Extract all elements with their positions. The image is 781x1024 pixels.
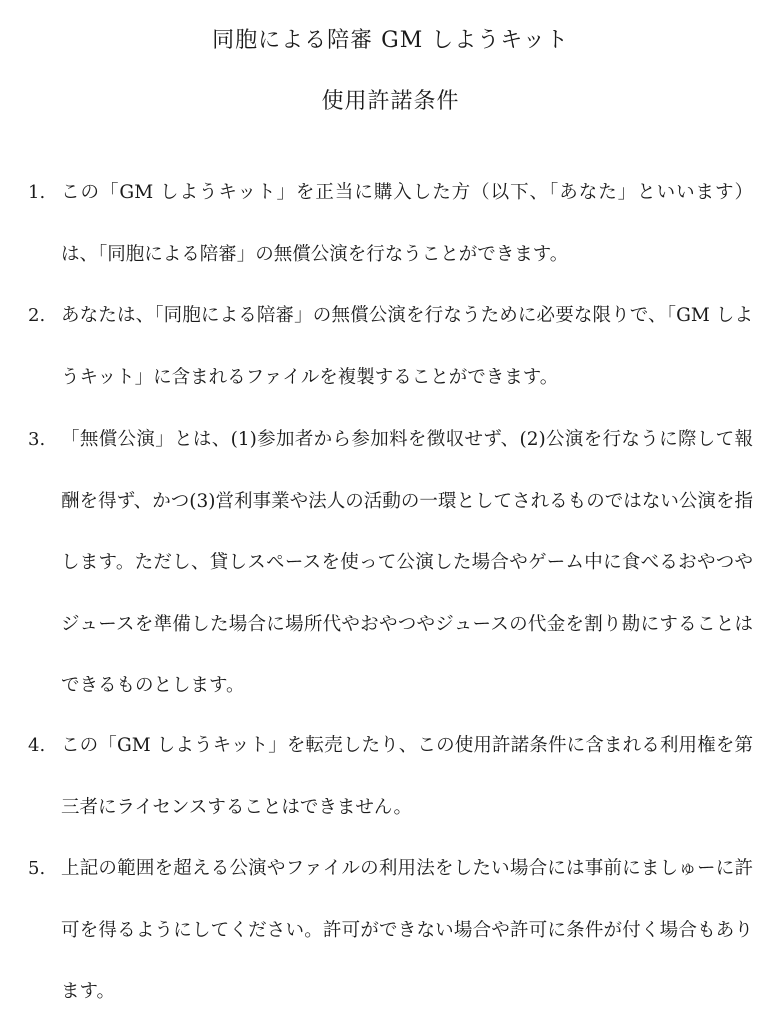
term-text-5: 上記の範囲を超える公演やファイルの利用法をしたい場合には事前にましゅーに許可を得るようにしてください。許可ができない場合や許可に条件が付く場合もあります。 — [61, 858, 753, 1002]
document-title: 同胞による陪審 GM しようキット — [212, 28, 569, 53]
term-text-3: 「無償公演」とは、(1)参加者から参加料を徴収せず、(2)公演を行なうに際して報酬を得ず、かつ(3)営利事業や法人の活動の一環としてされるものではない公演を指します。ただし、貸しスペースを使って公演した場合やゲーム中に食べるおやつやジュースを準備した場合に場所代やおやつやジュースの代金を割り勘にすることはできるものとします。 — [61, 429, 753, 696]
term-number-1: 1. — [28, 182, 46, 203]
term-text-2: あなたは、「同胞による陪審」の無償公演を行なうために必要な限りで、「GM しようキット」に含まれるファイルを複製することができます。 — [61, 305, 753, 388]
document-subtitle: 使用許諾条件 — [321, 89, 460, 114]
term-number-2: 2. — [28, 305, 46, 326]
term-number-3: 3. — [28, 429, 46, 450]
term-text-4: この「GM しようキット」を転売したり、この使用許諾条件に含まれる利用権を第三者にライセンスすることはできません。 — [61, 735, 753, 818]
term-number-4: 4. — [28, 735, 46, 756]
term-text-1: この「GM しようキット」を正当に購入した方（以下、「あなた」といいます）は、「同胞による陪審」の無償公演を行なうことができます。 — [61, 182, 753, 265]
term-number-5: 5. — [28, 858, 46, 879]
